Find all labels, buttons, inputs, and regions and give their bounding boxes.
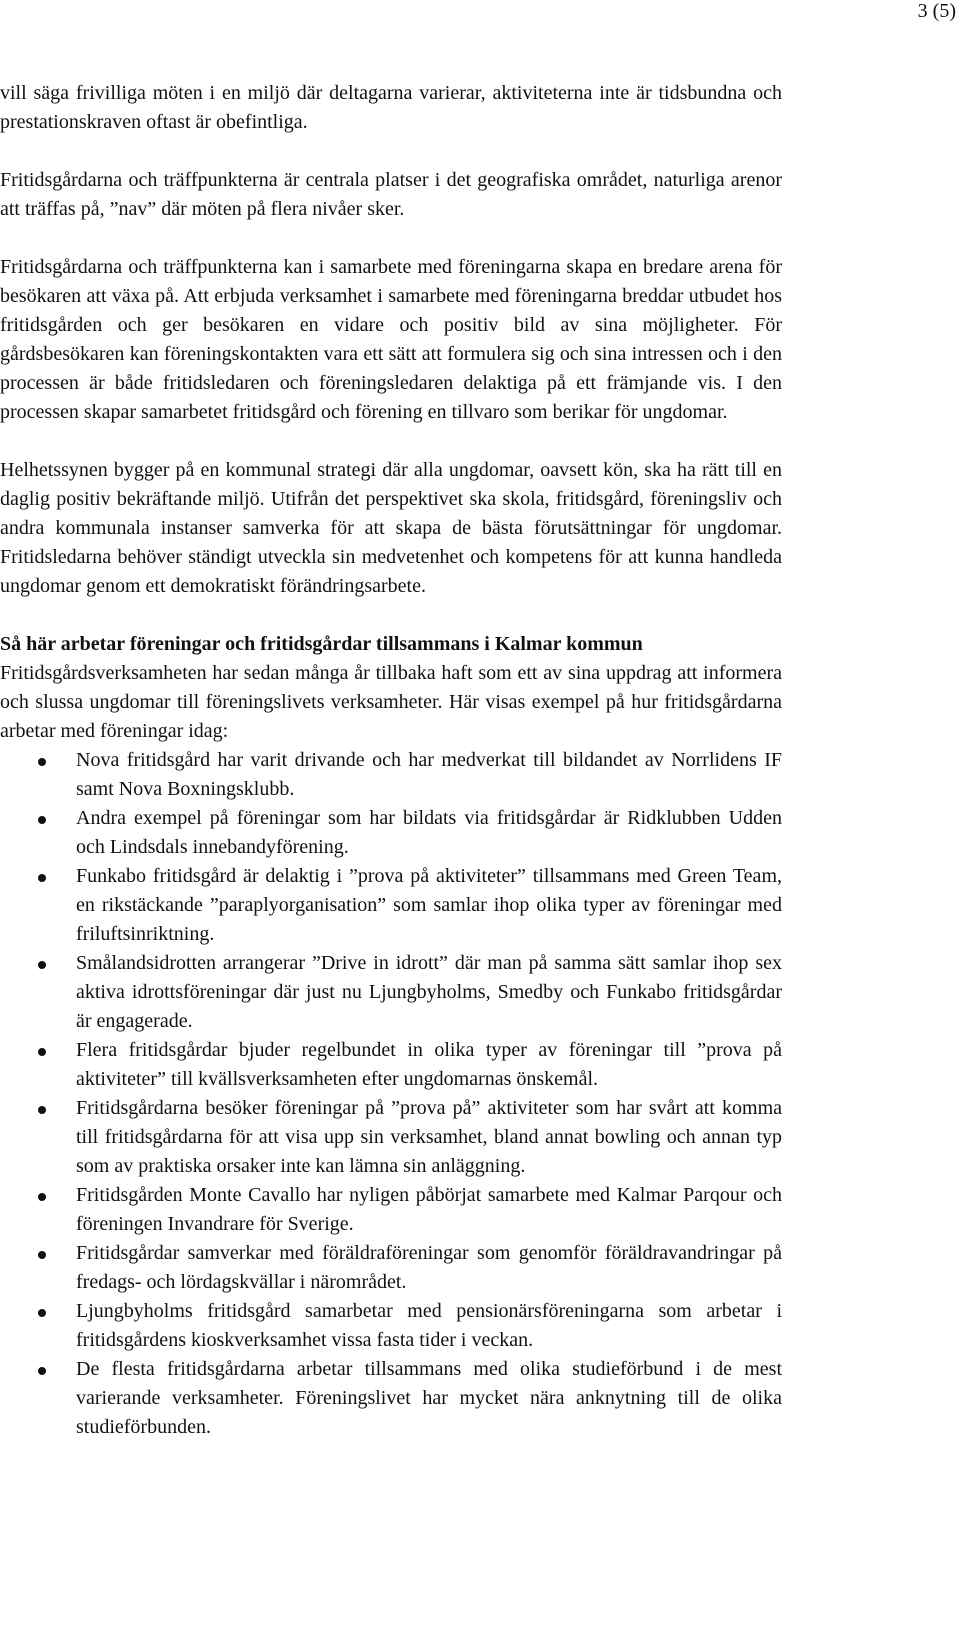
bullet-icon — [38, 758, 46, 766]
page-number: 3 (5) — [917, 0, 956, 22]
list-item-text: Flera fritidsgårdar bjuder regelbundet in olika typer av föreningar till ”prova på aktiviteter” till kvällsverksamheten efter ungdomarnas önskemål. — [76, 1039, 782, 1090]
list-item-text: Smålandsidrotten arrangerar ”Drive in idrott” där man på samma sätt samlar ihop sex aktiva idrottsföreningar där just nu Ljungbyholms, Smedby och Funkabo fritidsgårdar är engagerade. — [76, 952, 782, 1032]
list-item — [0, 1239, 782, 1297]
list-item — [0, 949, 782, 1036]
bullet-icon — [38, 1048, 46, 1056]
list-item-text: Funkabo fritidsgård är delaktig i ”prova på aktiviteter” tillsammans med Green Team, en rikstäckande ”paraplyorganisation” som samlar ihop olika typer av föreningar med friluftsinriktning. — [76, 865, 782, 945]
paragraph: Fritidsgårdarna och träffpunkterna kan i samarbete med föreningarna skapa en bredare arena för besökaren att växa på. Att erbjuda verksamhet i samarbete med föreningarna breddar utbudet hos fritidsgården och ger besökaren en vidare och positiv bild av sina möjligheter. För gårdsbesökaren kan föreningskontakten vara ett sätt att formulera sig och sina intressen och i den processen är både fritidsledaren och föreningsledaren delaktiga på ett främjande vis. I den processen skapar samarbetet fritidsgård och förening en tillvaro som berikar för ungdomar. — [0, 256, 782, 423]
bullet-icon — [38, 1309, 46, 1317]
list-item-text: Fritidsgårdarna besöker föreningar på ”prova på” aktiviteter som har svårt att komma till fritidsgårdarna för att visa upp sin verksamhet, bland annat bowling och annan typ som av praktiska orsaker inte kan lämna sin anläggning. — [76, 1097, 782, 1177]
list-item-text: Fritidsgårdar samverkar med föräldraföreningar som genomför föräldravandringar på fredags- och lördagskvällar i närområdet. — [76, 1242, 782, 1293]
list-item-text: Fritidsgården Monte Cavallo har nyligen påbörjat samarbete med Kalmar Parqour och föreningen Invandrare för Sverige. — [76, 1184, 782, 1235]
bullet-icon — [38, 961, 46, 969]
list-item-text: Ljungbyholms fritidsgård samarbetar med pensionärsföreningarna som arbetar i fritidsgårdens kioskverksamhet vissa fasta tider i veckan. — [76, 1300, 782, 1351]
section-intro: Fritidsgårdsverksamheten har sedan många år tillbaka haft som ett av sina uppdrag att informera och slussa ungdomar till föreningslivets verksamheter. Här visas exempel på hur fritidsgårdarna arbetar med föreningar idag: — [0, 662, 782, 742]
bullet-icon — [38, 1106, 46, 1114]
list-item-text: De flesta fritidsgårdarna arbetar tillsammans med olika studieförbund i de mest varierande verksamheter. Föreningslivet har mycket nära anknytning till de olika studieförbunden. — [76, 1358, 782, 1438]
list-item-text: Andra exempel på föreningar som har bildats via fritidsgårdar är Ridklubben Udden och Lindsdals innebandyförening. — [76, 807, 782, 858]
bullet-icon — [38, 816, 46, 824]
list-item — [0, 1094, 782, 1181]
paragraph: vill säga frivilliga möten i en miljö där deltagarna varierar, aktiviteterna inte är tidsbundna och prestationskraven oftast är obefintliga. — [0, 82, 782, 133]
example-list — [0, 746, 782, 1442]
bullet-icon — [38, 874, 46, 882]
list-item — [0, 746, 782, 804]
document-body — [0, 79, 782, 1442]
bullet-icon — [38, 1367, 46, 1375]
list-item — [0, 1297, 782, 1355]
bullet-icon — [38, 1193, 46, 1201]
list-item — [0, 1355, 782, 1442]
list-item — [0, 862, 782, 949]
paragraph: Helhetssynen bygger på en kommunal strategi där alla ungdomar, oavsett kön, ska ha rätt till en daglig positiv bekräftande miljö. Utifrån det perspektivet ska skola, fritidsgård, föreningsliv och andra kommunala instanser samverka för att skapa de bästa förutsättningar för ungdomar. Fritidsledarna behöver ständigt utveckla sin medvetenhet och kompetens för att kunna handleda ungdomar genom ett demokratiskt förändringsarbete. — [0, 459, 782, 597]
bullet-icon — [38, 1251, 46, 1259]
paragraph: Fritidsgårdarna och träffpunkterna är centrala platser i det geografiska området, naturliga arenor att träffas på, ”nav” där möten på flera nivåer sker. — [0, 169, 782, 220]
list-item — [0, 804, 782, 862]
list-item — [0, 1181, 782, 1239]
list-item — [0, 1036, 782, 1094]
section-heading: Så här arbetar föreningar och fritidsgårdar tillsammans i Kalmar kommun — [0, 633, 643, 655]
list-item-text: Nova fritidsgård har varit drivande och har medverkat till bildandet av Norrlidens IF samt Nova Boxningsklubb. — [76, 749, 782, 800]
